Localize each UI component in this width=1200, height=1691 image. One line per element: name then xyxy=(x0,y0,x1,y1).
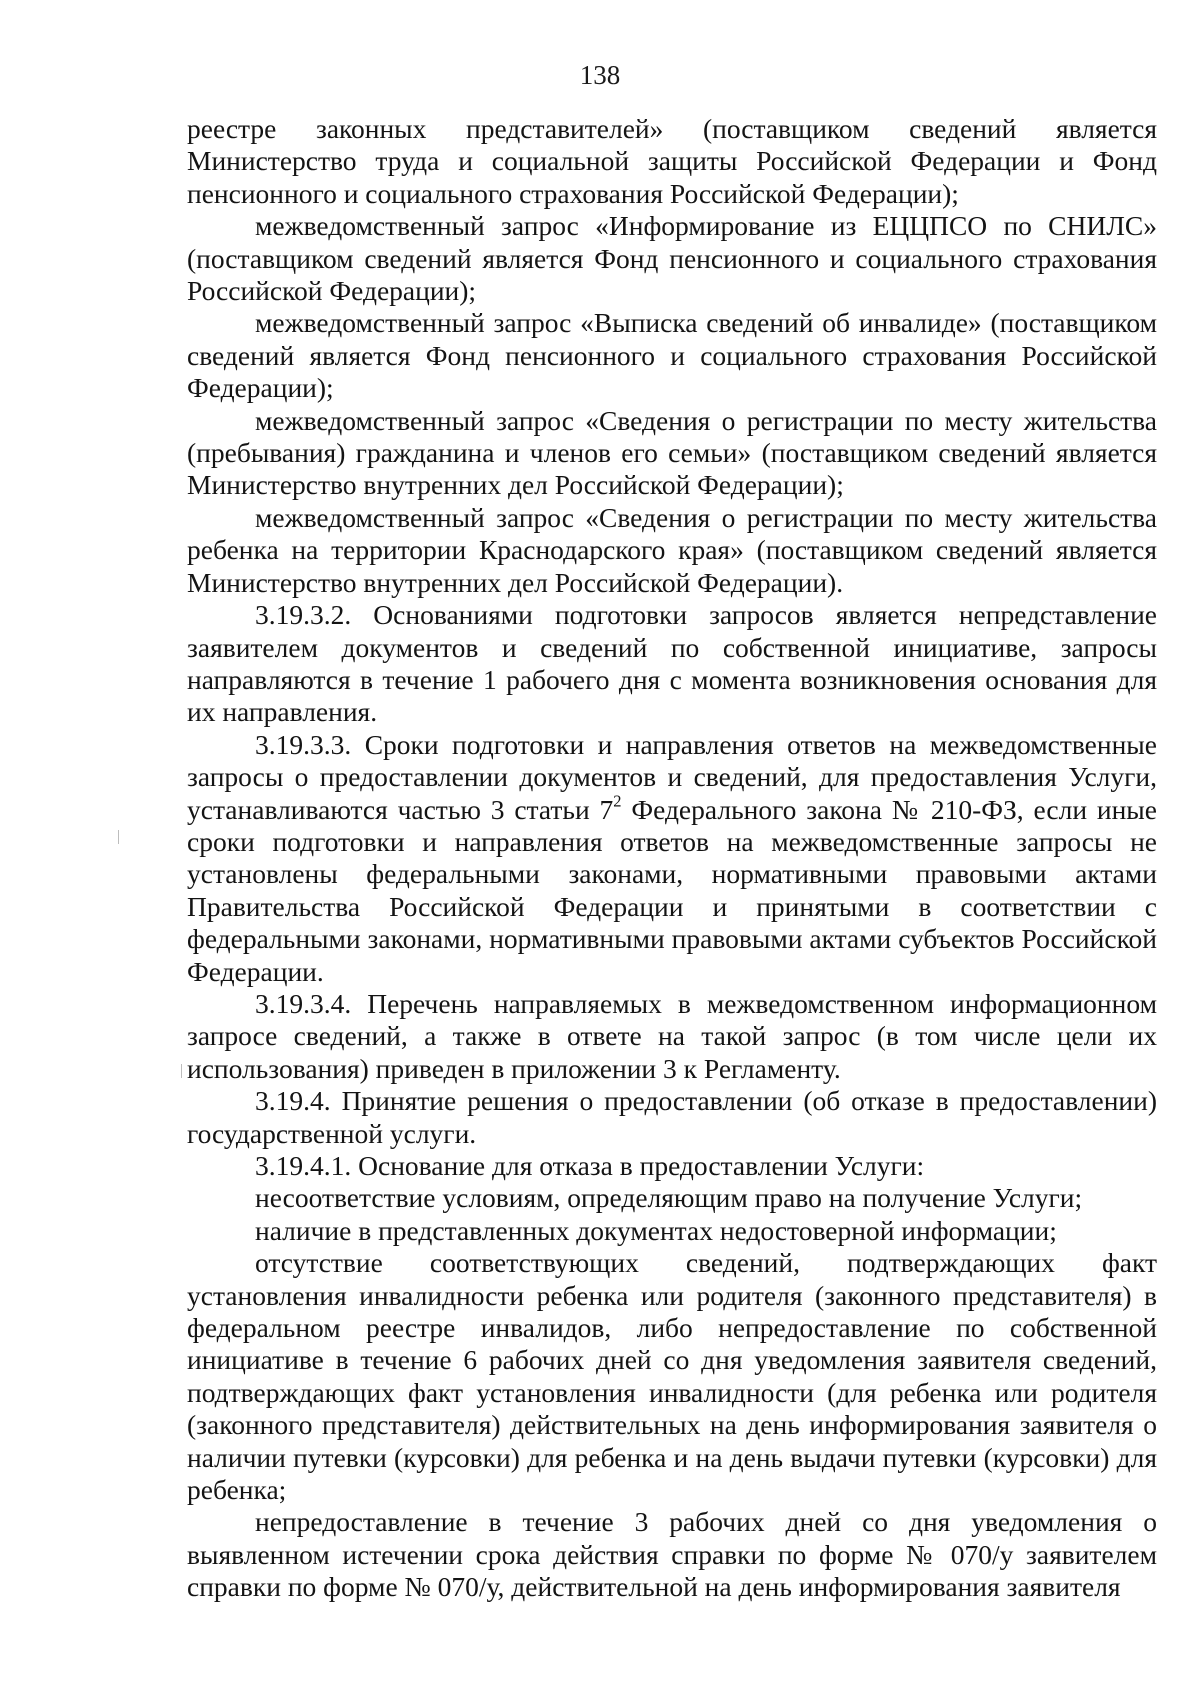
paragraph-request-disability-extract: межведомственный запрос «Выписка сведений об инвалиде» (поставщиком сведений является Фонд пенсионного и социального страхования Российской Федерации); xyxy=(187,307,1157,404)
paragraph-3-19-3-3-text-before: 3.19.3.3. Сроки подготовки и направления ответов на межведомственные запросы о предоставлении документов и сведений, для предоставления Услуги, устанавливаются частью 3 статьи 7 xyxy=(187,728,1157,825)
paragraph-request-citizen-registration: межведомственный запрос «Сведения о регистрации по месту жительства (пребывания) гражданина и членов его семьи» (поставщиком сведений является Министерство внутренних дел Российской Федерации); xyxy=(187,404,1157,501)
paragraph-registry-continuation: реестре законных представителей» (поставщиком сведений является Министерство труда и социальной защиты Российской Федерации и Фонд пенсионного и социального страхования Российской Федерации); xyxy=(187,113,1157,209)
paragraph-request-ecppso-snils: межведомственный запрос «Информирование из ЕЦЦПСО по СНИЛС» (поставщиком сведений является Фонд пенсионного и социального страхования Российской Федерации); xyxy=(187,210,1157,307)
paragraph-3-19-3-3 xyxy=(187,729,1157,988)
paragraph-3-19-3-3-text-after: Федерального закона № 210-ФЗ, если иные сроки подготовки и направления ответов на межведомственные запросы не установлены федеральными законами, нормативными правовыми актами Правительства Российской Федерации и принятыми в соответствии с федеральными законами, нормативными правовыми актами субъектов Российской Федерации. xyxy=(187,793,1157,987)
paragraph-3-19-4-1: 3.19.4.1. Основание для отказа в предоставлении Услуги: xyxy=(255,1150,925,1181)
page-number: 138 xyxy=(579,60,621,90)
paragraph-3-19-3-2: 3.19.3.2. Основаниями подготовки запросов является непредставление заявителем документов и сведений по собственной инициативе, запросы направляются в течение 1 рабочего дня с момента возникновения основания для их направления. xyxy=(187,599,1157,728)
paragraph-refusal-false-information: наличие в представленных документах недостоверной информации; xyxy=(255,1214,1057,1246)
paragraph-3-19-3-4: 3.19.3.4. Перечень направляемых в межведомственном информационном запросе сведений, а также в ответе на такой запрос (в том числе цели их использования) приведен в приложении 3 к Регламенту. xyxy=(187,987,1157,1084)
paragraph-refusal-nonconformity: несоответствие условиям, определяющим право на получение Услуги; xyxy=(255,1182,1083,1214)
article-superscript: 2 xyxy=(613,791,622,811)
paragraph-3-19-4: 3.19.4. Принятие решения о предоставлении (об отказе в предоставлении) государственной услуги. xyxy=(187,1085,1157,1149)
scan-artifact-mark xyxy=(118,830,119,844)
document-body xyxy=(187,113,1157,1604)
scan-artifact-mark xyxy=(181,1064,182,1078)
paragraph-refusal-form-070u: непредоставление в течение 3 рабочих дней со дня уведомления о выявленном истечении срока действия справки по форме № 070/у заявителем справки по форме № 070/у, действительной на день информирования заявителя xyxy=(187,1506,1157,1603)
paragraph-refusal-missing-disability-data: отсутствие соответствующих сведений, подтверждающих факт установления инвалидности ребенка или родителя (законного представителя) в федеральном реестре инвалидов, либо непредоставление по собственной инициативе в течение 6 рабочих дней со дня уведомления заявителя сведений, подтверждающих факт установления инвалидности (для ребенка или родителя (законного представителя) действительных на день информирования заявителя о наличии путевки (курсовки) для ребенка и на день выдачи путевки (курсовки) для ребенка; xyxy=(187,1247,1157,1506)
paragraph-request-child-registration: межведомственный запрос «Сведения о регистрации по месту жительства ребенка на территории Краснодарского края» (поставщиком сведений является Министерство внутренних дел Российской Федерации). xyxy=(187,501,1157,598)
